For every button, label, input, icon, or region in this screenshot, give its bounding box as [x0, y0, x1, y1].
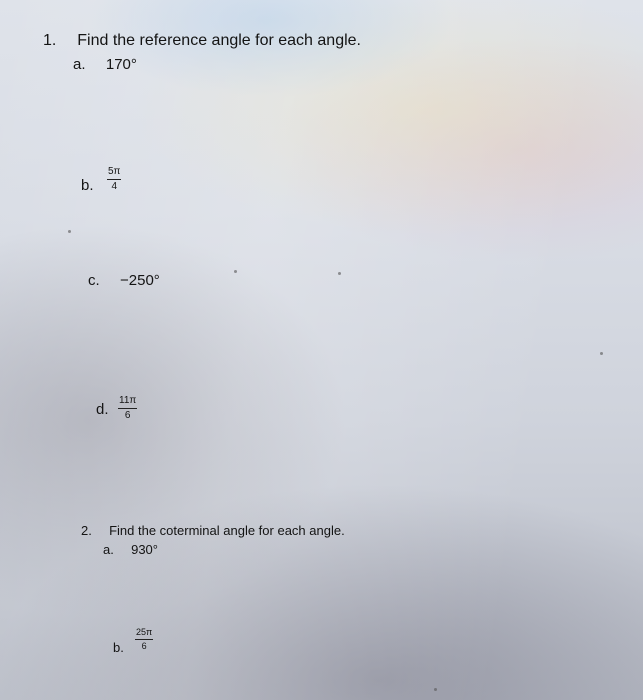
q1-item-d-denominator: 6 [124, 410, 131, 421]
q2-item-a-value: 930° [131, 542, 158, 557]
question-1-number: 1. [43, 32, 57, 49]
q2-item-a-label: a. [103, 542, 114, 557]
q2-item-b-label: b. [113, 640, 124, 655]
q1-item-b-denominator: 4 [111, 181, 118, 192]
q2-item-b-fraction [135, 628, 153, 651]
q1-item-d-numerator: 11π [118, 396, 137, 409]
paper-speck [68, 230, 71, 233]
q1-item-c-value: −250° [120, 272, 160, 289]
q1-item-c [88, 273, 160, 288]
paper-speck [338, 272, 341, 275]
paper-speck [600, 352, 603, 355]
q1-item-b-numerator: 5π [107, 167, 121, 180]
question-2-prompt: Find the coterminal angle for each angle. [109, 523, 345, 538]
question-1 [43, 33, 361, 49]
question-2 [81, 524, 345, 537]
q1-item-a-label: a. [73, 56, 86, 73]
q2-item-b-denominator: 6 [141, 641, 147, 651]
q1-item-d-fraction [118, 396, 137, 421]
q1-item-a [73, 57, 137, 72]
paper-speck [434, 688, 437, 691]
q1-item-a-value: 170° [105, 56, 137, 73]
q2-item-a [103, 543, 158, 556]
q1-item-c-label: c. [88, 272, 100, 289]
q2-item-b-numerator: 25π [135, 628, 153, 640]
q1-item-b-label: b. [81, 177, 94, 194]
question-2-number: 2. [81, 523, 92, 538]
paper-speck [234, 270, 237, 273]
question-1-prompt: Find the reference angle for each angle. [77, 32, 361, 49]
q1-item-d-label: d. [96, 401, 109, 418]
q1-item-b-fraction [107, 167, 121, 192]
